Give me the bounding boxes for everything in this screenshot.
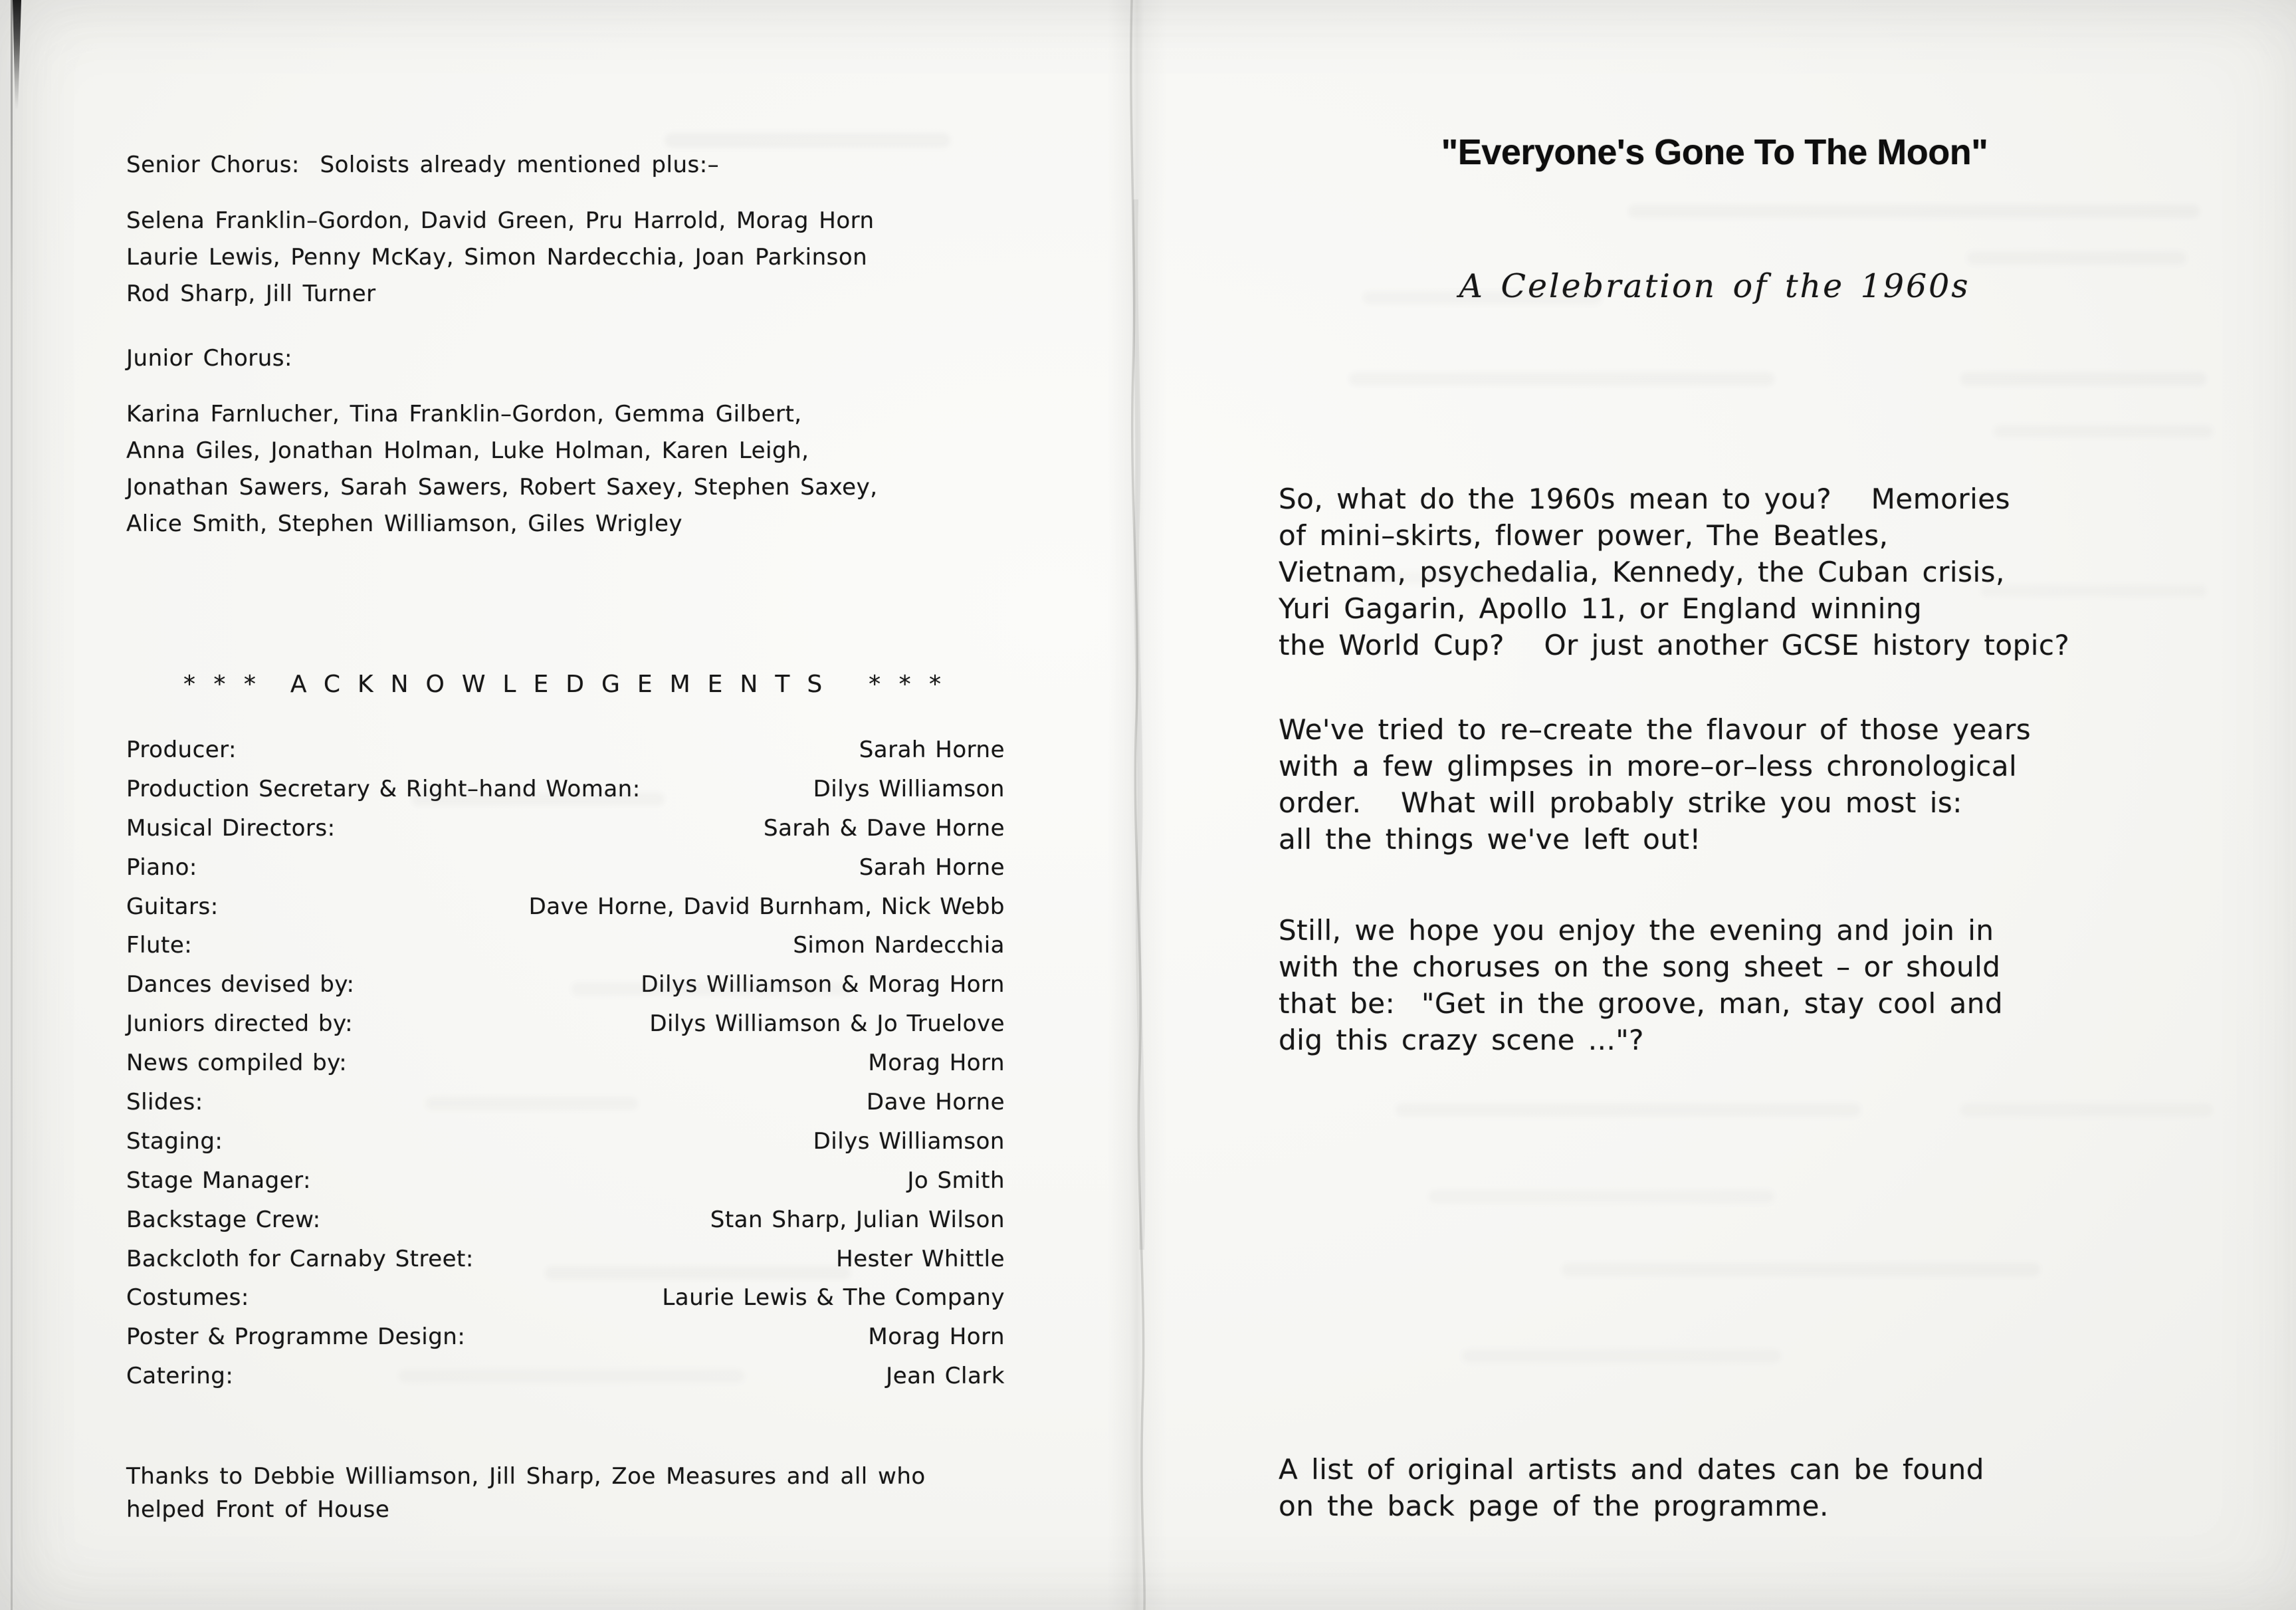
text-line: Vietnam, psychedalia, Kennedy, the Cuban crisis, bbox=[1279, 556, 2005, 588]
text-line: all the things we've left out! bbox=[1279, 823, 1701, 856]
text-line: Anna Giles, Jonathan Holman, Luke Holman, Karen Leigh, bbox=[126, 437, 809, 464]
credit-names: Dilys Williamson bbox=[813, 1127, 1005, 1155]
bleedthrough-smudge bbox=[399, 1369, 744, 1383]
credit-names: Jo Smith bbox=[907, 1167, 1005, 1194]
bleedthrough-smudge bbox=[1349, 372, 1774, 386]
text-line: dig this crazy scene ..."? bbox=[1279, 1024, 1644, 1056]
programme-title: "Everyone's Gone To The Moon" bbox=[1441, 132, 1988, 172]
text-line: helped Front of House bbox=[126, 1496, 390, 1523]
credit-names: Morag Horn bbox=[868, 1050, 1005, 1077]
text-line: So, what do the 1960s mean to you? Memories bbox=[1279, 483, 2011, 515]
bleedthrough-smudge bbox=[1362, 291, 1602, 304]
credit-names: Dilys Williamson & Morag Horn bbox=[641, 971, 1005, 998]
text-line: with a few glimpses in more–or–less chronological bbox=[1279, 750, 2018, 782]
credit-role: News compiled by: bbox=[126, 1050, 348, 1077]
credit-role: Producer: bbox=[126, 737, 237, 763]
text-line: Alice Smith, Stephen Williamson, Giles Wrigley bbox=[126, 511, 683, 537]
text-line: order. What will probably strike you most is: bbox=[1279, 786, 1962, 819]
bleedthrough-smudge bbox=[412, 792, 665, 806]
bleedthrough-smudge bbox=[545, 1266, 851, 1280]
credit-names: Dilys Williamson bbox=[813, 775, 1005, 802]
stars-decoration: * * * bbox=[183, 671, 261, 698]
bleedthrough-smudge bbox=[1562, 1263, 2040, 1276]
credit-names: Dave Horne, David Burnham, Nick Webb bbox=[528, 893, 1005, 920]
text-line: Selena Franklin–Gordon, David Green, Pru Harrold, Morag Horn bbox=[126, 207, 875, 234]
bleedthrough-smudge bbox=[665, 133, 950, 148]
text-line: Rod Sharp, Jill Turner bbox=[126, 281, 376, 307]
credit-role: Juniors directed by: bbox=[126, 1010, 354, 1038]
text-line: of mini–skirts, flower power, The Beatles, bbox=[1279, 519, 1889, 552]
bleedthrough-smudge bbox=[1980, 585, 2206, 597]
credit-names: Laurie Lewis & The Company bbox=[662, 1284, 1005, 1312]
credit-role: Backstage Crew: bbox=[126, 1206, 321, 1233]
bleedthrough-smudge bbox=[1628, 205, 2200, 218]
text-line: A list of original artists and dates can be found bbox=[1279, 1453, 1984, 1486]
bleedthrough-smudge bbox=[425, 1097, 638, 1110]
credit-names: Simon Nardecchia bbox=[793, 932, 1005, 959]
credit-names: Dilys Williamson & Jo Truelove bbox=[649, 1010, 1005, 1038]
credit-role: Catering: bbox=[126, 1363, 234, 1390]
credit-role: Flute: bbox=[126, 932, 193, 959]
credit-role: Costumes: bbox=[126, 1284, 249, 1312]
credit-names: Sarah Horne bbox=[859, 737, 1005, 763]
bleedthrough-smudge bbox=[1429, 1190, 1774, 1203]
credit-names: Hester Whittle bbox=[836, 1245, 1005, 1272]
bleedthrough-smudge bbox=[572, 982, 851, 996]
text-line: Still, we hope you enjoy the evening and join in bbox=[1279, 914, 1994, 947]
credit-names: Dave Horne bbox=[866, 1089, 1005, 1116]
bleedthrough-smudge bbox=[1994, 425, 2213, 437]
programme-subtitle: A Celebration of the 1960s bbox=[1459, 267, 1970, 305]
credit-role: Musical Directors: bbox=[126, 814, 336, 842]
stars-decoration: * * * bbox=[869, 671, 947, 698]
credit-names: Stan Sharp, Julian Wilson bbox=[710, 1206, 1005, 1233]
bleedthrough-smudge bbox=[1462, 1349, 1781, 1363]
junior-chorus-heading: Junior Chorus: bbox=[126, 345, 292, 372]
bleedthrough-smudge bbox=[1396, 1103, 1861, 1117]
credit-role: Stage Manager: bbox=[126, 1167, 311, 1194]
bleedthrough-smudge bbox=[1967, 251, 2186, 265]
credit-role: Slides: bbox=[126, 1089, 203, 1116]
text-line: with the choruses on the song sheet – or should bbox=[1279, 951, 2001, 983]
credit-role: Dances devised by: bbox=[126, 971, 355, 998]
text-line: that be: "Get in the groove, man, stay cool and bbox=[1279, 987, 2004, 1020]
credit-role: Guitars: bbox=[126, 893, 219, 920]
text-line: We've tried to re–create the flavour of those years bbox=[1279, 713, 2032, 746]
senior-chorus-heading: Senior Chorus: Soloists already mentioned plus:– bbox=[126, 152, 720, 178]
credit-names: Sarah Horne bbox=[859, 854, 1005, 881]
text-line: the World Cup? Or just another GCSE history topic? bbox=[1279, 629, 2070, 661]
bleedthrough-smudge bbox=[1356, 572, 1555, 584]
credit-names: Jean Clark bbox=[886, 1363, 1005, 1390]
credit-names: Sarah & Dave Horne bbox=[764, 814, 1005, 842]
text-line: Karina Farnlucher, Tina Franklin–Gordon, Gemma Gilbert, bbox=[126, 401, 802, 427]
text-line: Yuri Gagarin, Apollo 11, or England winning bbox=[1279, 592, 1923, 625]
text-line: Thanks to Debbie Williamson, Jill Sharp, Zoe Measures and all who bbox=[126, 1463, 926, 1490]
text-line: on the back page of the programme. bbox=[1279, 1490, 1829, 1522]
acknowledgements-title: ACKNOWLEDGEMENTS bbox=[290, 671, 840, 698]
credit-role: Production Secretary & Right–hand Woman: bbox=[126, 775, 641, 802]
text-line: Jonathan Sawers, Sarah Sawers, Robert Saxey, Stephen Saxey, bbox=[126, 474, 878, 501]
credit-role: Staging: bbox=[126, 1127, 223, 1155]
credit-role: Piano: bbox=[126, 854, 197, 881]
credit-role: Backcloth for Carnaby Street: bbox=[126, 1245, 474, 1272]
bleedthrough-smudge bbox=[1960, 372, 2206, 386]
text-line: Laurie Lewis, Penny McKay, Simon Nardecchia, Joan Parkinson bbox=[126, 244, 868, 271]
scan-left-edge bbox=[11, 0, 13, 1610]
credit-names: Morag Horn bbox=[868, 1323, 1005, 1351]
credit-role: Poster & Programme Design: bbox=[126, 1323, 466, 1351]
bleedthrough-smudge bbox=[1960, 1103, 2213, 1117]
